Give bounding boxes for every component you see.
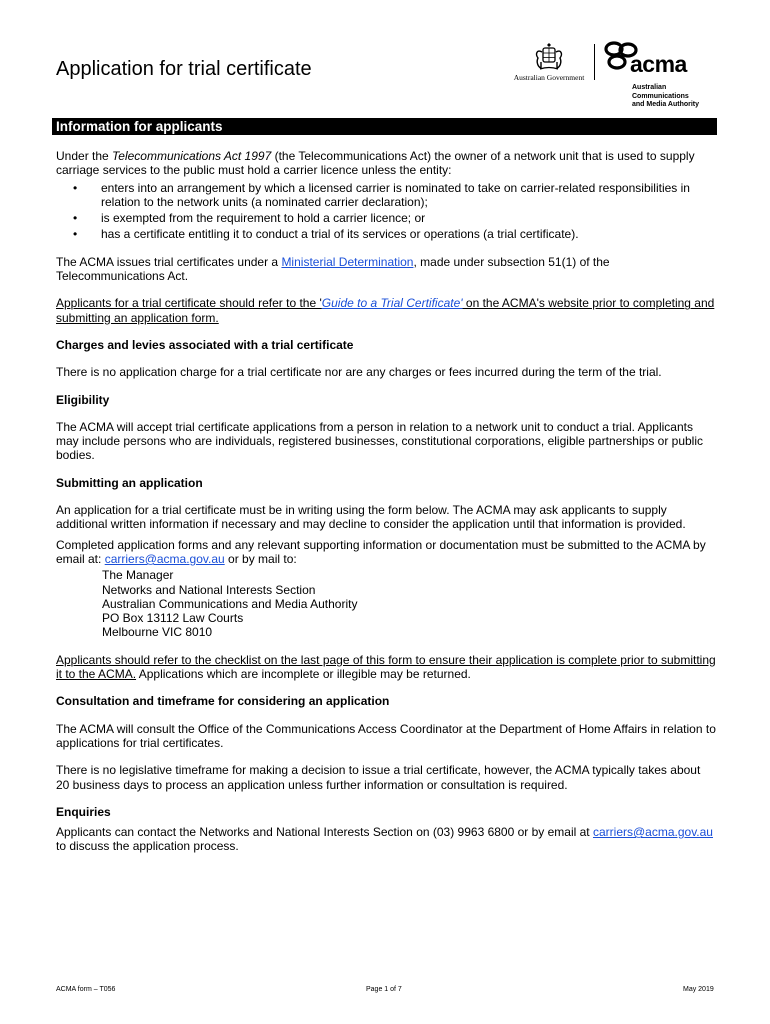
australian-government-text: Australian Government <box>513 73 585 82</box>
acma-sub-line: Australian <box>632 84 667 91</box>
footer-form-id: ACMA form – T056 <box>56 986 116 993</box>
guide-paragraph <box>56 296 716 325</box>
text: Applicants for a trial certificate should refer to the ' <box>56 296 322 311</box>
section-heading-bar <box>52 118 717 135</box>
email-link[interactable]: carriers@acma.gov.au <box>104 551 225 566</box>
ministerial-determination-link[interactable]: Ministerial Determination <box>281 254 414 269</box>
enquiries-email-link[interactable]: carriers@acma.gov.au <box>592 825 713 840</box>
page-title: Application for trial certificate <box>56 58 312 80</box>
list-item-text: has a certificate entitling it to conduct a trial of its services or operations (a trial certificate). <box>101 227 579 242</box>
timeframe-paragraph: There is no legislative timeframe for making a decision to issue a trial certificate, however, the ACMA typically takes about 20 business days to process an application unless further information or consultation is required. <box>56 763 701 792</box>
footer-date: May 2019 <box>683 986 714 993</box>
consultation-paragraph: The ACMA will consult the Office of the Communications Access Coordinator at the Department of Home Affairs in relation to applications for trial certificates. <box>56 721 716 750</box>
address-line: The Manager <box>102 568 174 583</box>
submitting-paragraph: An application for a trial certificate must be in writing using the form below. The ACMA may ask applicants to supply additional written information if necessary and may decline to consider the application until that information is provided. <box>56 503 686 532</box>
section-heading: Information for applicants <box>56 119 223 134</box>
charges-heading: Charges and levies associated with a trial certificate <box>56 337 354 352</box>
document-body <box>56 149 716 854</box>
text: to discuss the application process. <box>56 839 239 854</box>
logo-divider <box>594 44 595 80</box>
address-line: Networks and National Interests Section <box>102 582 316 597</box>
intro-paragraph <box>56 149 716 178</box>
acma-logo <box>602 40 720 110</box>
determination-paragraph <box>56 255 716 284</box>
consultation-heading: Consultation and timeframe for considering an application <box>56 694 390 709</box>
list-item <box>56 181 716 210</box>
text: , made under subsection 51(1) of the Telecommunications Act. <box>56 254 610 284</box>
footer-page-number: Page 1 of 7 <box>366 986 402 993</box>
coat-of-arms-icon <box>532 42 566 72</box>
text: (the Telecommunications Act) the owner of a network unit that is used to supply carriage services to the public must hold a carrier licence unless the entity: <box>56 149 695 178</box>
checklist-note: Applicants should refer to the checklist on the last page of this form to ensure their application is complete prior to submitting it to the ACMA. <box>56 652 716 682</box>
list-item-text: is exempted from the requirement to hold a carrier licence; or <box>101 211 426 226</box>
bullet-icon: • <box>73 211 78 226</box>
acma-logo-subtitle <box>632 84 699 110</box>
submission-details-paragraph <box>56 538 716 567</box>
checklist-paragraph <box>56 653 716 682</box>
text: Applicants can contact the Networks and National Interests Section on (03) 9963 6800 or by email at <box>56 825 593 840</box>
address-line: Melbourne VIC 8010 <box>102 625 213 640</box>
list-item <box>56 211 716 225</box>
acma-sub-line: and Media Authority <box>632 101 700 108</box>
act-name: Telecommunications Act 1997 <box>112 149 272 163</box>
address-line: Australian Communications and Media Authority <box>102 596 358 611</box>
address-line: PO Box 13112 Law Courts <box>102 611 244 626</box>
bullet-icon: • <box>73 180 78 195</box>
enquiries-heading: Enquiries <box>56 804 111 819</box>
enquiries-paragraph <box>56 825 716 854</box>
charges-paragraph: There is no application charge for a trial certificate nor are any charges or fees incurred during the term of the trial. <box>56 365 662 380</box>
list-item <box>56 227 716 241</box>
bullet-list <box>56 181 716 242</box>
text: on the ACMA's website prior to completing and submitting an application form. <box>56 296 715 325</box>
acma-logo-word: acma <box>630 51 687 77</box>
bullet-icon: • <box>73 227 78 242</box>
submitting-heading: Submitting an application <box>56 475 203 490</box>
acma-sub-line: Communications <box>632 92 689 100</box>
text: The ACMA issues trial certificates under a <box>56 254 282 269</box>
guide-link[interactable]: Guide to a Trial Certificate' <box>321 296 463 311</box>
text: Under the <box>56 149 113 163</box>
eligibility-heading: Eligibility <box>56 392 110 407</box>
text: Applications which are incomplete or illegible may be returned. <box>136 667 471 682</box>
mailing-address <box>102 568 716 639</box>
text: Completed application forms and any relevant supporting information or documentation must be submitted to the ACMA by email at: <box>56 537 706 566</box>
list-item-text: enters into an arrangement by which a licensed carrier is nominated to take on carrier-related responsibilities in relation to the network units (a nominated carrier declaration); <box>101 180 690 209</box>
text: or by mail to: <box>224 551 297 566</box>
eligibility-paragraph: The ACMA will accept trial certificate applications from a person in relation to a network unit to conduct a trial. Applicants may include persons who are individuals, registered businesses, constitutional corporations, eligible partnerships or public bodies. <box>56 419 704 463</box>
australian-government-logo <box>508 42 590 84</box>
